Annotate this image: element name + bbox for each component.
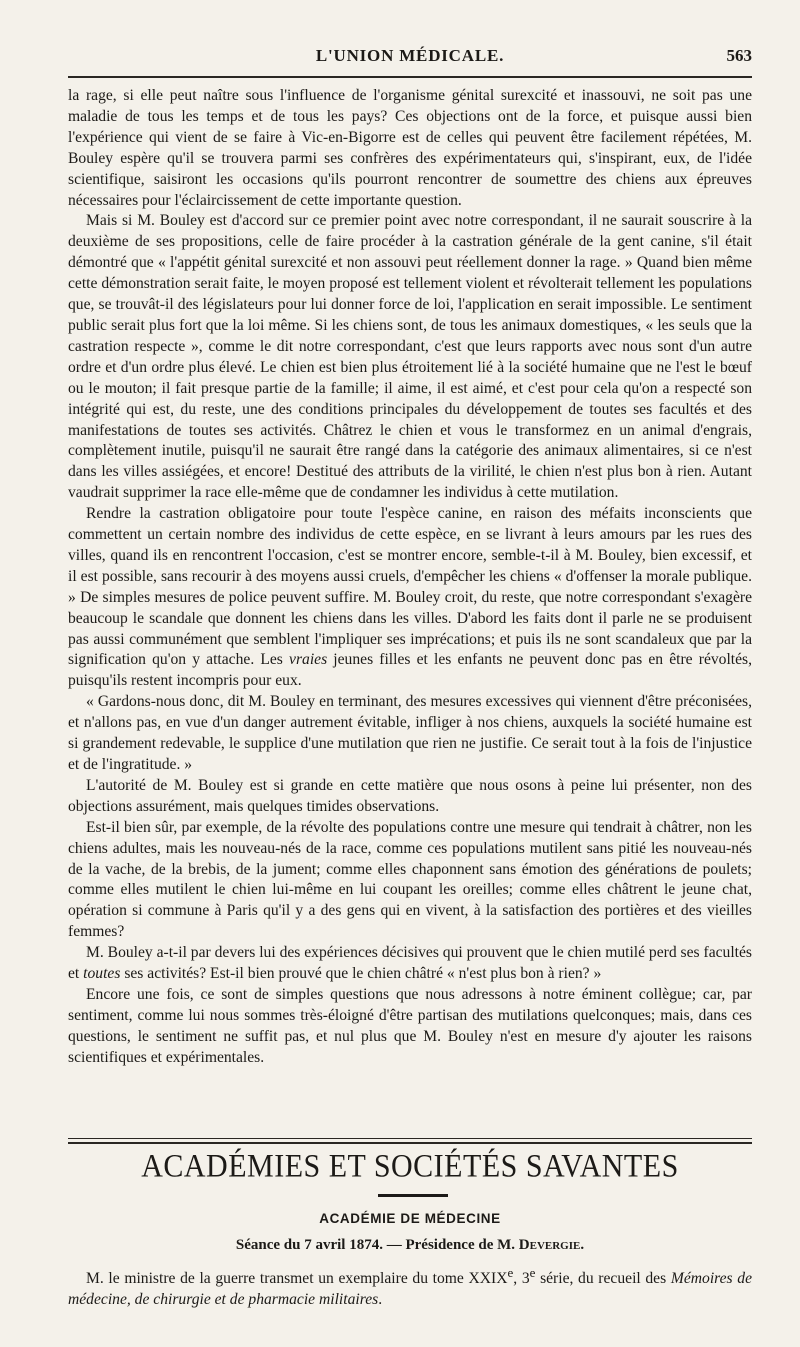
session-text: Séance du 7 avril 1874. — Présidence de M. [235,1237,519,1253]
paragraph: L'autorité de M. Bouley est si grande en cette matière que nous osons à peine lui présenter, non des objections assurément, mais quelques timides observations. [68,776,752,815]
session-line [68,1237,752,1254]
superscript: e [529,1265,536,1280]
paragraph: Encore une fois, ce sont de simples questions que nous adressons à notre éminent collègue; car, par sentiment, comme lui nous sommes très-éloigné d'être partisan des mutilations quelconques; mais, dans ces questions, le sentiment ne suffit pas, et nul plus que M. Bouley n'est en mesure d'y ajouter les raisons scientifiques et expérimentales. [68,985,752,1066]
section-title: ACADÉMIES ET SOCIÉTÉS SAVANTES [141,1148,679,1185]
paragraph: Est-il bien sûr, par exemple, de la révolte des populations contre une mesure qui tendrait à châtrer, non les chiens adultes, mais les nouveau-nés de la race, comme ces populations mutilent sans pitié les nouveau-nés de la vache, de la brebis, de la jument; comme elles chaponnent sans émotion des générations de poulets; comme elles mutilent le chien lui-même en lui coupant les oreilles; comme elles châtrent le jeune chat, opération si commune à Paris qu'il y a des gens qui en vivent, à la satisfaction des portières et des vieilles femmes? [68,818,752,941]
paragraph: « Gardons-nous donc, dit M. Bouley en terminant, des mesures excessives qui viennent d'être préconisées, et n'allons pas, en vue d'un danger autrement évitable, infliger à nos chiens, auxquels la société humaine est si grandement redevable, le supplice d'une mutilation que rien ne justifie. Ce serait tout à la fois de l'injustice et de l'ingratitude. » [68,693,752,773]
header-rule [68,76,752,78]
paragraph: la rage, si elle peut naître sous l'influence de l'organisme génital surexcité et inassouvi, ne soit pas une maladie de tous les temps et de tous les pays? Ces objections ont de la force, et puisque aussi bien l'expérience qui vient de se faire à Vic-en-Bigorre est de celles qui peuvent être facilement répétées, M. Bouley espère qu'il se trouvera parmi ses confrères des expérimentateurs qui, s'inspirant, eux, de l'idée scientifique, saisiront les occasions qu'ils pourront rencontrer de soumettre des chiens aux épreuves nécessaires pour l'éclaircissement de cette importante question. [68,87,752,209]
paragraph [68,1262,752,1310]
closing-text: série, du recueil des [535,1270,671,1288]
journal-title: Mémoires de médecine, de chirurgie et de pharmacie militaires [68,1270,753,1309]
running-title: L'UNION MÉDICALE. [315,46,505,65]
president-name: Devergie [518,1237,581,1253]
page-number: 563 [726,46,752,65]
title-underline [378,1194,448,1197]
paragraph-text: jeunes filles et les enfants ne peuvent donc pas en être révoltés, puisqu'ils restent incompris pour eux. [68,651,753,690]
paragraph-text: Rendre la castration obligatoire pour toute l'espèce canine, en raison des méfaits inconscients que commettent un certain nombre des individus de cette espèce, en se livrant à leurs amours par les rues des villes, quand ils en rencontrent l'occasion, c'est se montrer encore, semble-t-il à M. Bouley, bien excessif, et il est possible, sans recourir à des moyens aussi cruels, d'empêcher les chiens « d'offenser la morale publique. » De simples mesures de police peuvent suffire. M. Bouley croit, du reste, que notre correspondant s'exagère beaucoup le scandale que donnent les chiens dans les villes. D'abord les faits dont il parle ne se produisent pas aussi communément que semblent l'impliquer ses imprécations; et puis ils ne sont scandaleux que par la signification qu'on y attache. Les [68,505,752,669]
paragraph-text: ses activités? Est-il bien prouvé que le chien châtré « n'est plus bon à rien? » [120,965,602,983]
subsection-title: ACADÉMIE DE MÉDECINE [319,1211,501,1226]
article-body [68,86,752,1069]
paragraph-text: M. Bouley a-t-il par devers lui des expériences décisives qui prouvent que le chien mutilé perd ses facultés et [68,944,752,983]
section-divider [68,1138,752,1139]
emphasis-text: toutes [83,965,121,983]
section-divider [68,1142,752,1144]
emphasis-text: vraies [289,651,328,669]
paragraph [68,504,752,692]
superscript: e [507,1265,514,1280]
page-header [68,46,752,74]
session-text-end: . [580,1237,585,1253]
paragraph: Mais si M. Bouley est d'accord sur ce premier point avec notre correspondant, il ne saurait souscrire à la deuxième de ses propositions, celle de faire procéder à la castration générale de la gent canine, s'il était démontré que « l'appétit génital surexcité et non assouvi peut réellement donner la rage. » Quand bien même cette démonstration serait faite, le moyen proposé est tellement violent et révolterait tellement les populations que, se trouvât-il des législateurs pour lui donner force de loi, l'application en serait impossible. Le sentiment public serait plus fort que la loi même. Si les chiens sont, de tous les animaux domestiques, « les seuls que la castration respecte », comme le dit notre correspondant, c'est que leurs rapports avec nous sont d'un autre ordre et d'un ordre plus élevé. Le chien est bien plus étroitement lié à la société humaine que ne l'est le bœuf ou le mouton; il fait presque partie de la famille; il aime, il est aimé, et c'est pour cela qu'on a respecté son intégrité qui est, du reste, une des conditions principales du développement de toutes ses facultés et des manifestations de toutes ses activités. Châtrez le chien et vous le transformez en un animal d'engrais, complètement inutile, puisqu'il ne saurait être rangé dans la catégorie des animaux alimentaires, si ce n'est dans les villes assiégées, et encore! Destitué des attributs de la virilité, le chien n'est plus bon à rien. Autant vaudrait supprimer la race elle-même que de condamner les individus à cette mutilation. [68,212,752,502]
closing-text: , 3 [513,1270,530,1288]
paragraph [68,943,752,985]
closing-text: M. le ministre de la guerre transmet un exemplaire du tome XXIX [86,1270,508,1288]
closing-text: . [378,1291,383,1309]
section-body [68,1262,752,1310]
